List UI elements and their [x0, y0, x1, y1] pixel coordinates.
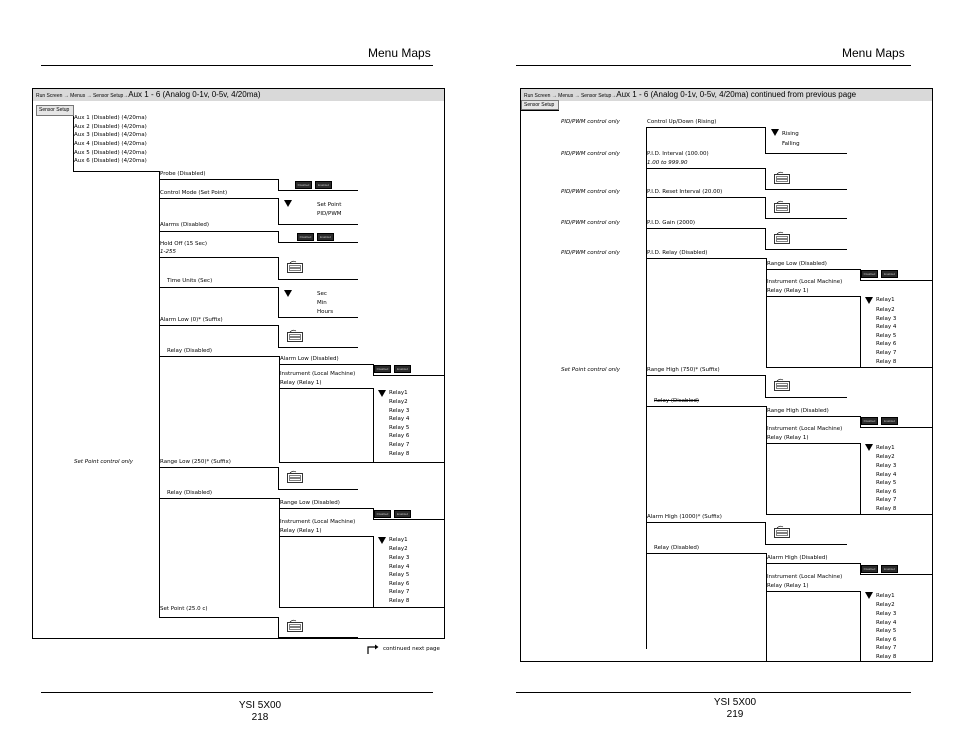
- range-low-disabled[interactable]: Range Low (Disabled): [280, 500, 340, 506]
- alarm-low-disabled[interactable]: Alarm Low (Disabled): [280, 356, 339, 362]
- relay-option[interactable]: Relay1: [876, 297, 895, 303]
- relay-option[interactable]: Relay 3: [389, 555, 410, 561]
- relay-option[interactable]: Relay 5: [876, 628, 897, 634]
- relay-option[interactable]: Relay1: [876, 593, 895, 599]
- control-mode-option[interactable]: PID/PWM: [317, 211, 342, 217]
- pid-only-note: PID/PWM control only: [561, 250, 620, 256]
- relay-option[interactable]: Relay 8: [876, 359, 897, 365]
- pid-relay-item[interactable]: P.I.D. Relay (Disabled): [647, 250, 708, 256]
- relay-option[interactable]: Relay2: [876, 307, 895, 313]
- instrument-item[interactable]: Instrument (Local Machine): [280, 519, 356, 525]
- aux-item[interactable]: Aux 4 (Disabled) (4/20ma): [74, 141, 147, 147]
- pid-only-note: PID/PWM control only: [561, 151, 620, 157]
- relay-select[interactable]: Relay (Relay 1): [767, 435, 809, 441]
- aux-item[interactable]: Aux 3 (Disabled) (4/20ma): [74, 132, 147, 138]
- direction-option[interactable]: Rising: [782, 131, 799, 137]
- instrument-item[interactable]: Instrument (Local Machine): [280, 371, 356, 377]
- keypad-icon[interactable]: [774, 231, 790, 244]
- relay-option[interactable]: Relay 7: [389, 589, 410, 595]
- keypad-icon[interactable]: [287, 470, 303, 483]
- relay-option[interactable]: Relay 3: [876, 316, 897, 322]
- relay-option[interactable]: Relay1: [389, 537, 408, 543]
- keypad-icon[interactable]: [287, 329, 303, 342]
- instrument-item[interactable]: Instrument (Local Machine): [767, 574, 843, 580]
- pid-only-note: PID/PWM control only: [561, 189, 620, 195]
- relay-item[interactable]: Relay (Disabled): [654, 545, 700, 551]
- relay-option[interactable]: Relay 4: [876, 472, 897, 478]
- header-rule: [516, 65, 911, 66]
- aux-item[interactable]: Aux 1 (Disabled) (4/20ma): [74, 115, 147, 121]
- alarm-high-toggle[interactable]: Disabled Enabled: [861, 565, 898, 573]
- relay-option[interactable]: Relay 6: [389, 581, 410, 587]
- relay-option[interactable]: Relay 8: [876, 654, 897, 660]
- relay-option[interactable]: Relay 7: [389, 442, 410, 448]
- pid-reset-item[interactable]: P.I.D. Reset Interval (20.00): [647, 189, 723, 195]
- page-219: [477, 0, 954, 738]
- range-low-toggle[interactable]: Disabled Enabled: [374, 510, 411, 518]
- dropdown-arrow-icon[interactable]: [865, 592, 873, 599]
- time-units-item[interactable]: Time Units (Sec): [167, 278, 213, 284]
- relay-option[interactable]: Relay2: [876, 454, 895, 460]
- relay-option[interactable]: Relay 4: [876, 324, 897, 330]
- dropdown-arrow-icon[interactable]: [284, 200, 292, 207]
- relay-option[interactable]: Relay 6: [876, 489, 897, 495]
- footer: [695, 697, 775, 721]
- relay-item[interactable]: Relay (Disabled): [167, 490, 213, 496]
- relay-option[interactable]: Relay 5: [876, 333, 897, 339]
- relay-option[interactable]: Relay 5: [876, 480, 897, 486]
- pid-only-note: PID/PWM control only: [561, 119, 620, 125]
- relay-option[interactable]: Relay 3: [876, 611, 897, 617]
- dropdown-arrow-icon[interactable]: [378, 537, 386, 544]
- continued-arrow-icon: [367, 644, 379, 654]
- page-header: Menu Maps: [368, 46, 431, 60]
- relay-item[interactable]: Relay (Disabled): [654, 398, 700, 404]
- footer-rule: [41, 692, 433, 693]
- relay-option[interactable]: Relay 8: [389, 451, 410, 457]
- relay-option[interactable]: Relay 7: [876, 497, 897, 503]
- range-high-toggle[interactable]: Disabled Enabled: [861, 417, 898, 425]
- pid-interval-item[interactable]: P.I.D. Interval (100.00): [647, 151, 709, 157]
- relay-select[interactable]: Relay (Relay 1): [767, 583, 809, 589]
- relay-select[interactable]: Relay (Relay 1): [767, 288, 809, 294]
- relay-option[interactable]: Relay 3: [876, 463, 897, 469]
- relay-option[interactable]: Relay 4: [876, 620, 897, 626]
- alarms-toggle[interactable]: Disabled Enabled: [297, 233, 334, 241]
- relay-option[interactable]: Relay 5: [389, 572, 410, 578]
- relay-option[interactable]: Relay 6: [876, 637, 897, 643]
- page-number: 218: [251, 712, 269, 723]
- relay-option[interactable]: Relay 3: [389, 408, 410, 414]
- relay-option[interactable]: Relay 8: [876, 506, 897, 512]
- dropdown-arrow-icon[interactable]: [865, 297, 873, 304]
- keypad-icon[interactable]: [774, 525, 790, 538]
- relay-option[interactable]: Relay1: [876, 445, 895, 451]
- range-low-item[interactable]: Range Low (250)* (Suffix): [160, 459, 231, 465]
- range-low-toggle[interactable]: Disabled Enabled: [861, 270, 898, 278]
- control-mode-item[interactable]: Control Mode (Set Point): [160, 190, 228, 196]
- aux-item[interactable]: Aux 5 (Disabled) (4/20ma): [74, 150, 147, 156]
- alarm-low-item[interactable]: Alarm Low (0)* (Suffix): [160, 317, 223, 323]
- footer-model: YSI 5X00: [238, 700, 282, 711]
- aux-item[interactable]: Aux 6 (Disabled) (4/20ma): [74, 158, 147, 164]
- sensor-setup-label: Sensor Setup: [521, 100, 559, 110]
- probe-item[interactable]: Probe (Disabled): [160, 171, 206, 177]
- direction-option[interactable]: Falling: [782, 141, 800, 147]
- set-point-only-note: Set Point control only: [561, 367, 620, 373]
- dropdown-arrow-icon[interactable]: [284, 290, 292, 297]
- footer-model: YSI 5X00: [713, 697, 757, 708]
- relay-item[interactable]: Relay (Disabled): [167, 348, 213, 354]
- keypad-icon[interactable]: [774, 378, 790, 391]
- menu-map-frame: [520, 88, 933, 662]
- alarm-low-toggle[interactable]: Disabled Enabled: [374, 365, 411, 373]
- instrument-item[interactable]: Instrument (Local Machine): [767, 279, 843, 285]
- relay-option[interactable]: Relay 8: [389, 598, 410, 604]
- relay-option[interactable]: Relay 7: [876, 350, 897, 356]
- relay-select[interactable]: Relay (Relay 1): [280, 528, 322, 534]
- aux-item[interactable]: Aux 2 (Disabled) (4/20ma): [74, 124, 147, 130]
- alarms-item[interactable]: Alarms (Disabled): [160, 222, 209, 228]
- relay-option[interactable]: Relay 5: [389, 425, 410, 431]
- dropdown-arrow-icon[interactable]: [771, 129, 779, 136]
- footer-rule: [516, 692, 911, 693]
- relay-option[interactable]: Relay 4: [389, 416, 410, 422]
- breadcrumb: Run Screen → Menus → Sensor Setup→Aux 1 - 6 (Analog 0-1v, 0-5v, 4/20ma) continued from previous page: [521, 89, 932, 101]
- pid-interval-range: 1.00 to 999.90: [647, 160, 688, 166]
- time-unit-option[interactable]: Hours: [317, 309, 334, 315]
- menu-map-frame: [32, 88, 445, 639]
- dropdown-arrow-icon[interactable]: [865, 444, 873, 451]
- range-high-disabled[interactable]: Range High (Disabled): [767, 408, 829, 414]
- breadcrumb: Run Screen → Menus → Sensor Setup→Aux 1 - 6 (Analog 0-1v, 0-5v, 4/20ma): [33, 89, 444, 101]
- relay-option[interactable]: Relay 4: [389, 564, 410, 570]
- instrument-item[interactable]: Instrument (Local Machine): [767, 426, 843, 432]
- continued-next-page: continued next page: [383, 646, 440, 652]
- relay-select[interactable]: Relay (Relay 1): [280, 380, 322, 386]
- probe-toggle[interactable]: Disabled Enabled: [295, 181, 332, 189]
- set-point-only-note: Set Point control only: [74, 459, 133, 465]
- range-high-item[interactable]: Range High (750)* (Suffix): [647, 367, 720, 373]
- control-mode-option[interactable]: Set Point: [317, 202, 342, 208]
- range-low-disabled[interactable]: Range Low (Disabled): [767, 261, 827, 267]
- time-unit-option[interactable]: Min: [317, 300, 327, 306]
- keypad-icon[interactable]: [287, 619, 303, 632]
- relay-option[interactable]: Relay2: [876, 602, 895, 608]
- alarm-high-disabled[interactable]: Alarm High (Disabled): [767, 555, 828, 561]
- relay-option[interactable]: Relay2: [389, 546, 408, 552]
- keypad-icon[interactable]: [774, 200, 790, 213]
- keypad-icon[interactable]: [774, 171, 790, 184]
- control-updown-item[interactable]: Control Up/Down (Rising): [647, 119, 717, 125]
- set-point-item[interactable]: Set Point (25.0 c): [160, 606, 208, 612]
- relay-option[interactable]: Relay2: [389, 399, 408, 405]
- keypad-icon[interactable]: [287, 260, 303, 273]
- relay-option[interactable]: Relay 6: [876, 341, 897, 347]
- hold-off-item[interactable]: Hold Off (15 Sec): [160, 241, 208, 247]
- relay-option[interactable]: Relay 6: [389, 433, 410, 439]
- page-number: 219: [726, 709, 744, 720]
- pid-only-note: PID/PWM control only: [561, 220, 620, 226]
- alarm-high-item[interactable]: Alarm High (1000)* (Suffix): [647, 514, 722, 520]
- dropdown-arrow-icon[interactable]: [378, 390, 386, 397]
- page-header: Menu Maps: [842, 46, 905, 60]
- relay-option[interactable]: Relay 7: [876, 645, 897, 651]
- hold-off-range: 1-255: [160, 249, 176, 255]
- sensor-setup-label: Sensor Setup: [36, 105, 74, 116]
- pid-gain-item[interactable]: P.I.D. Gain (2000): [647, 220, 695, 226]
- relay-option[interactable]: Relay1: [389, 390, 408, 396]
- header-rule: [41, 65, 433, 66]
- footer: [220, 700, 300, 724]
- time-unit-option[interactable]: Sec: [317, 291, 327, 297]
